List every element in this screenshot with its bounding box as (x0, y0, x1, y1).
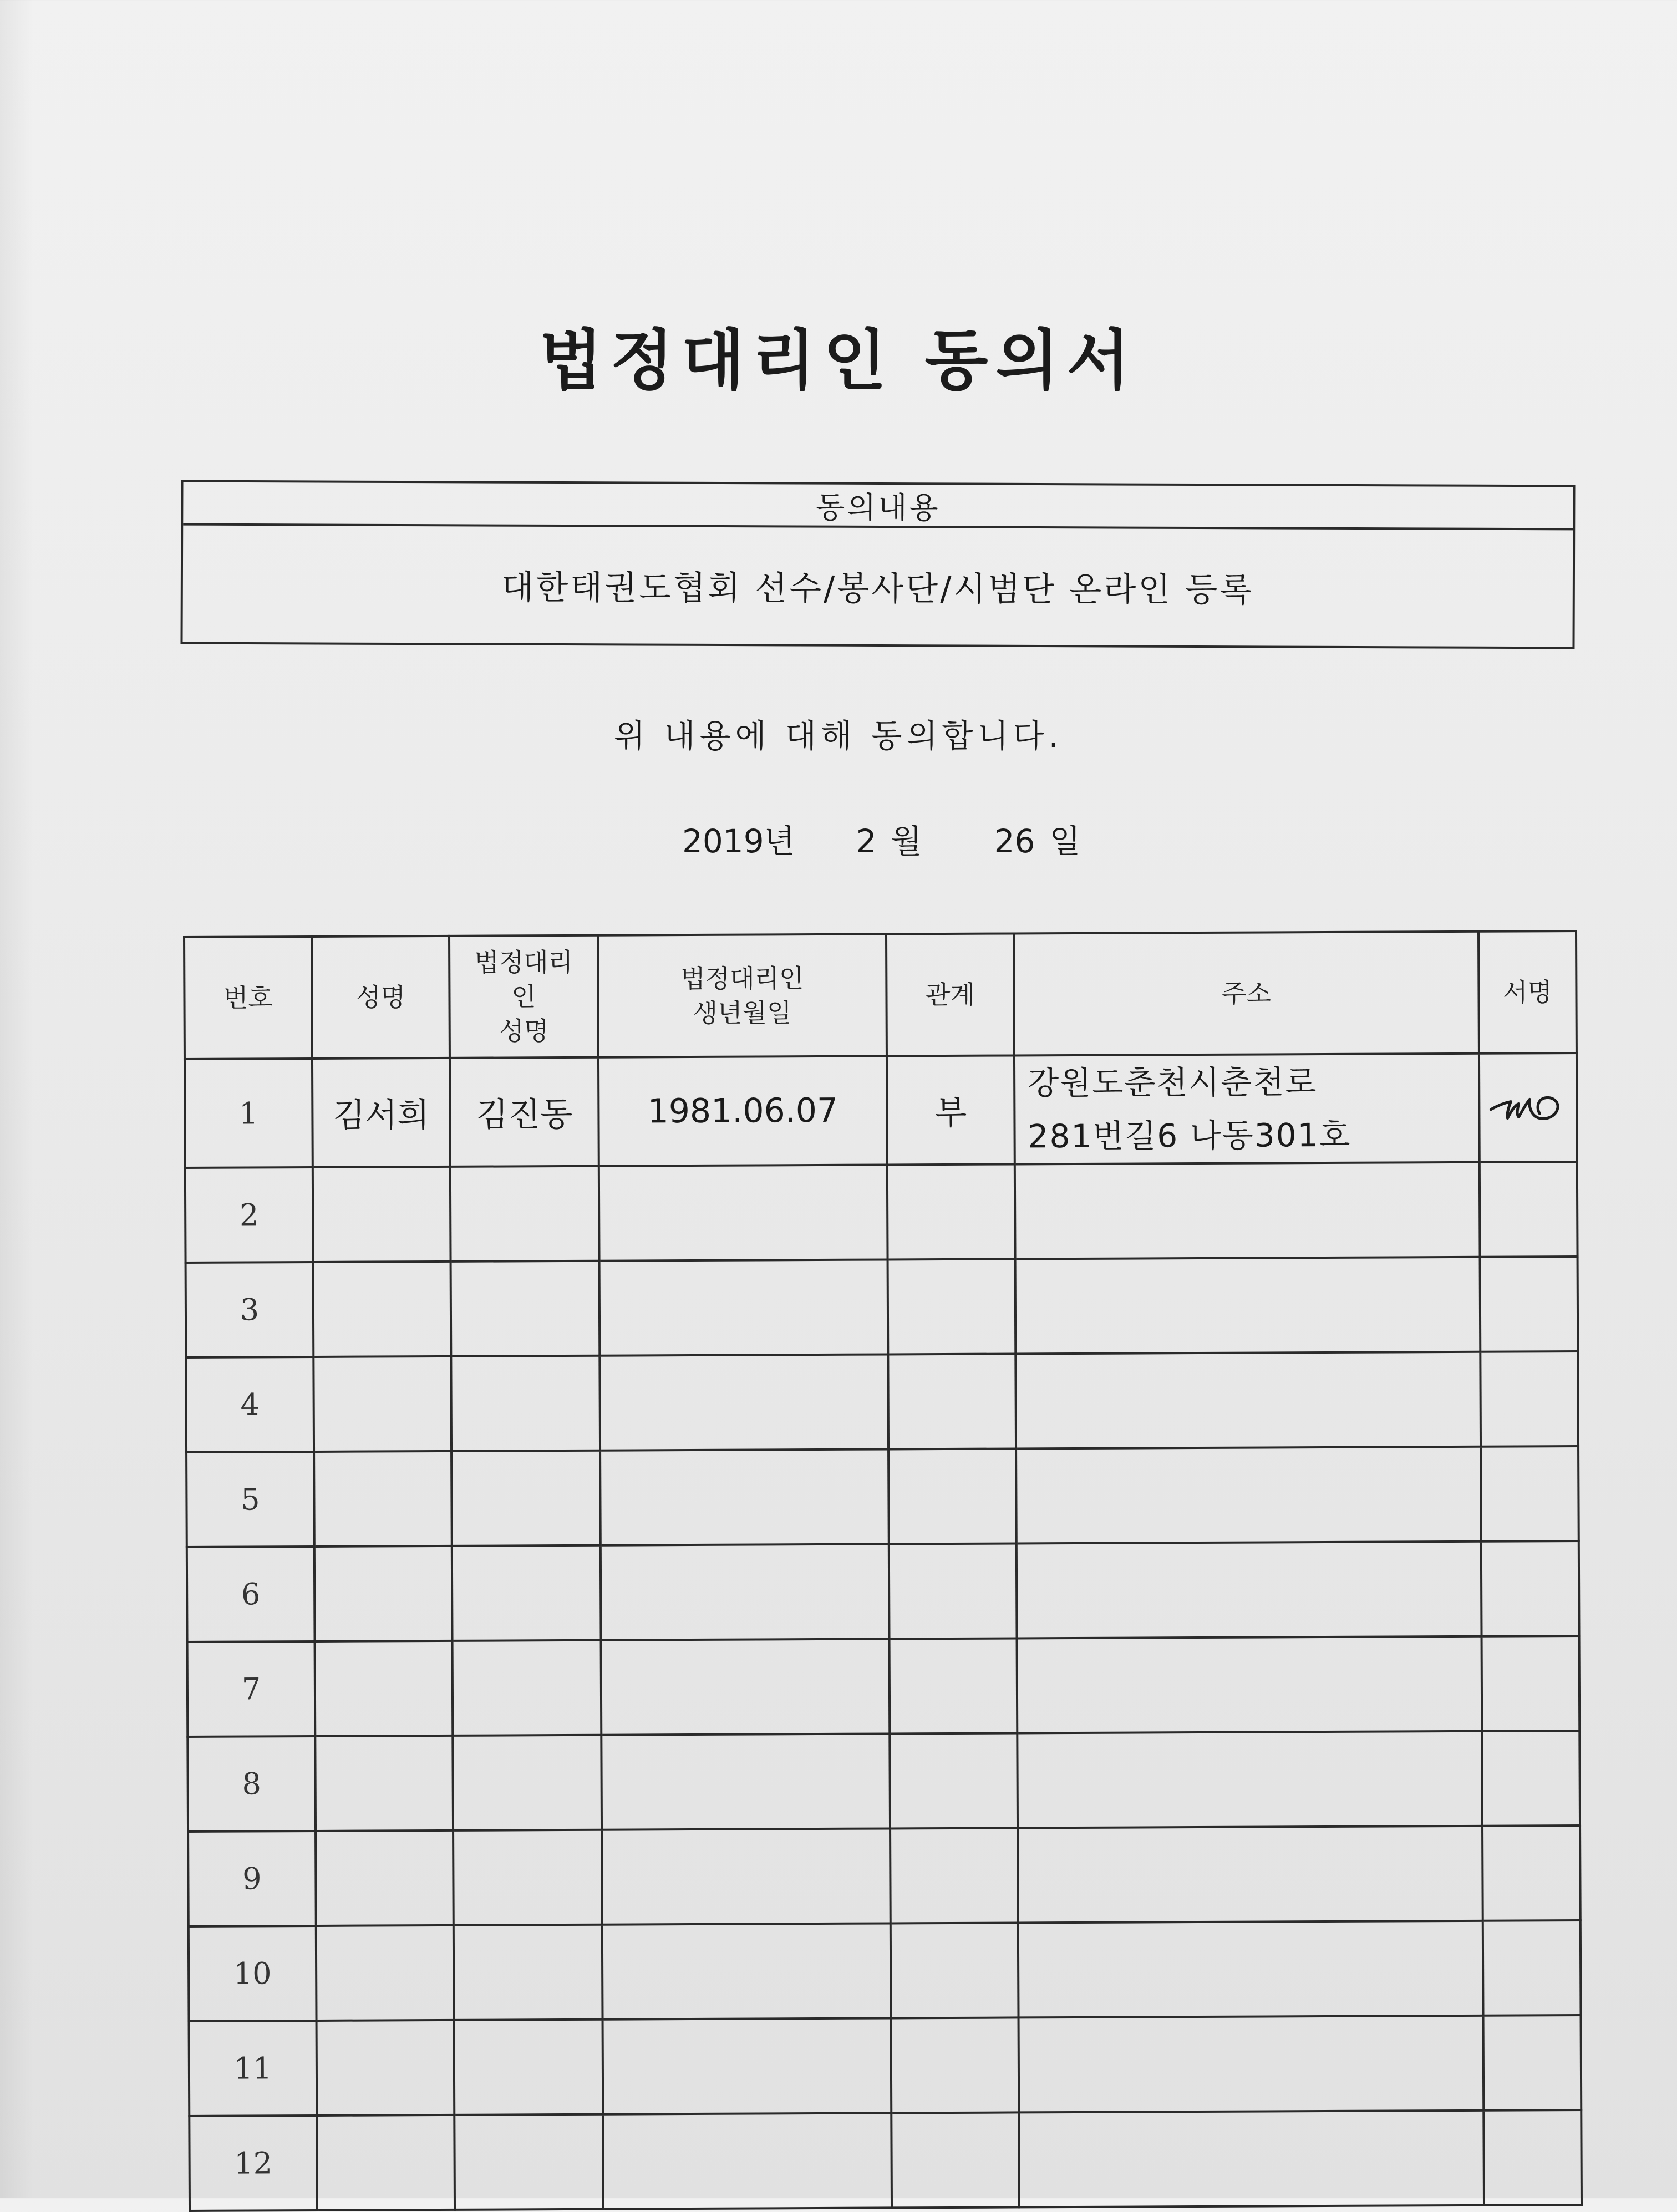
row-relation (891, 1923, 1019, 2018)
consent-content: 대한태권도협회 선수/봉사단/시범단 온라인 등록 (501, 568, 1254, 610)
header-relation: 관계 (886, 933, 1014, 1056)
row-guardian-name (453, 1830, 602, 1925)
date-day-unit: 일 (1049, 822, 1081, 860)
row-relation (889, 1543, 1017, 1639)
row-name: 김서희 (312, 1058, 450, 1167)
row-signature (1481, 1541, 1579, 1636)
row-relation (891, 2112, 1019, 2208)
row-guardian-name (451, 1261, 600, 1356)
table-row (186, 1446, 1579, 1547)
row-signature (1479, 1053, 1577, 1162)
row-address (1017, 1542, 1482, 1639)
header-number: 번호 (184, 937, 312, 1059)
row-number: 11 (189, 2021, 317, 2116)
row-name (316, 1830, 454, 1926)
row-guardian-birth (603, 2018, 892, 2114)
table-row (186, 1351, 1578, 1452)
row-signature (1481, 1446, 1579, 1542)
table-header-row (184, 931, 1577, 1059)
row-address (1015, 1352, 1481, 1449)
row-signature (1480, 1257, 1578, 1352)
row-number: 5 (186, 1452, 314, 1547)
row-guardian-name: 김진동 (450, 1057, 599, 1167)
row-guardian-birth (603, 2113, 892, 2209)
row-guardian-name (453, 1640, 602, 1736)
row-name (316, 1925, 454, 2021)
row-number: 3 (186, 1262, 314, 1357)
table-row (187, 1731, 1580, 1832)
row-signature (1483, 2110, 1582, 2205)
row-signature (1480, 1351, 1578, 1447)
row-signature (1483, 2015, 1582, 2111)
table-row (189, 1920, 1581, 2021)
header-guardian-birth-line1: 법정대리인 (680, 963, 804, 994)
row-guardian-birth (601, 1639, 890, 1735)
document-title: 법정대리인 동의서 (539, 322, 1138, 399)
row-number: 6 (187, 1547, 315, 1642)
row-address (1018, 1826, 1483, 1923)
row-name (314, 1451, 452, 1547)
table-row (187, 1636, 1580, 1737)
row-address (1015, 1162, 1480, 1259)
row-address (1016, 1447, 1481, 1544)
row-signature (1483, 1920, 1581, 2016)
row-name (317, 2115, 455, 2210)
row-address (1019, 2111, 1484, 2208)
row-address (1015, 1257, 1481, 1354)
row-guardian-birth (601, 1733, 890, 1829)
row-relation (888, 1259, 1016, 1354)
row-relation: 부 (887, 1055, 1015, 1165)
row-relation (891, 2017, 1019, 2113)
header-name: 성명 (312, 936, 450, 1059)
row-number: 8 (187, 1736, 316, 1832)
row-guardian-name (454, 2020, 603, 2115)
table-row (185, 1162, 1578, 1263)
row-guardian-birth (602, 1828, 891, 1924)
row-guardian-name (454, 2114, 603, 2210)
row-relation (888, 1448, 1017, 1544)
row-guardian-birth (599, 1354, 888, 1450)
handwritten-signature-icon (1486, 1082, 1569, 1133)
row-guardian-name (454, 1925, 603, 2020)
row-name (313, 1356, 451, 1452)
row-number: 10 (189, 1926, 317, 2021)
header-guardian-name-line2: 인 (511, 982, 536, 1012)
row-guardian-birth (601, 1544, 890, 1640)
row-address-line1: 강원도춘천시춘천로 (1028, 1063, 1318, 1102)
table-row (189, 2110, 1582, 2211)
roster-table (183, 930, 1583, 2212)
table-row (188, 1825, 1581, 1926)
row-signature (1482, 1636, 1580, 1731)
row-name (314, 1546, 453, 1641)
agreement-text: 위 내용에 대해 동의합니다. (613, 717, 1064, 755)
row-name (317, 2020, 455, 2116)
row-name (315, 1641, 453, 1736)
date-month-unit: 월 (891, 822, 922, 860)
row-relation (890, 1828, 1018, 1923)
row-signature (1482, 1825, 1581, 1921)
row-address (1017, 1636, 1482, 1733)
table-row (187, 1541, 1579, 1642)
consent-box (180, 480, 1575, 649)
header-guardian-birth-line2: 생년월일 (693, 998, 792, 1028)
row-relation (888, 1354, 1016, 1449)
date-line (682, 815, 1080, 862)
row-relation (890, 1638, 1018, 1733)
row-name (313, 1262, 451, 1357)
row-guardian-birth (602, 1923, 891, 2019)
header-guardian-birth (598, 934, 887, 1057)
row-guardian-name (453, 1735, 602, 1830)
row-number: 1 (185, 1059, 313, 1168)
consent-header: 동의내용 (183, 482, 1573, 531)
row-address (1018, 1921, 1483, 2018)
row-address (1017, 1731, 1482, 1828)
row-number: 7 (187, 1641, 316, 1737)
header-signature: 서명 (1478, 931, 1577, 1054)
row-number: 9 (188, 1831, 316, 1926)
date-day: 26 (994, 822, 1035, 860)
row-guardian-birth: 1981.06.07 (598, 1056, 887, 1166)
row-guardian-name (451, 1451, 601, 1546)
table-row (186, 1257, 1578, 1357)
row-signature (1482, 1731, 1580, 1826)
row-guardian-birth (600, 1449, 889, 1545)
row-number: 12 (189, 2116, 317, 2211)
row-relation (887, 1164, 1015, 1259)
header-guardian-name-line3: 성명 (499, 1016, 549, 1046)
table-row (185, 1053, 1577, 1168)
header-address: 주소 (1014, 932, 1479, 1056)
row-address (1019, 2016, 1484, 2113)
row-signature (1480, 1162, 1578, 1257)
row-guardian-birth (599, 1259, 888, 1355)
row-guardian-name (451, 1356, 600, 1451)
date-month: 2 (856, 822, 877, 860)
row-name (315, 1736, 453, 1831)
row-relation (890, 1733, 1018, 1828)
row-guardian-name (450, 1166, 599, 1262)
header-guardian-name (449, 935, 598, 1058)
row-name (313, 1167, 451, 1262)
header-guardian-name-line1: 법정대리 (474, 947, 573, 978)
row-number: 2 (185, 1167, 313, 1263)
row-guardian-birth (599, 1165, 888, 1260)
row-guardian-name (452, 1545, 601, 1641)
table-row (189, 2015, 1582, 2116)
row-address-line2: 281번길6 나동301호 (1028, 1116, 1351, 1156)
row-address (1014, 1054, 1480, 1165)
date-year: 2019년 (682, 822, 795, 860)
row-number: 4 (186, 1357, 314, 1452)
